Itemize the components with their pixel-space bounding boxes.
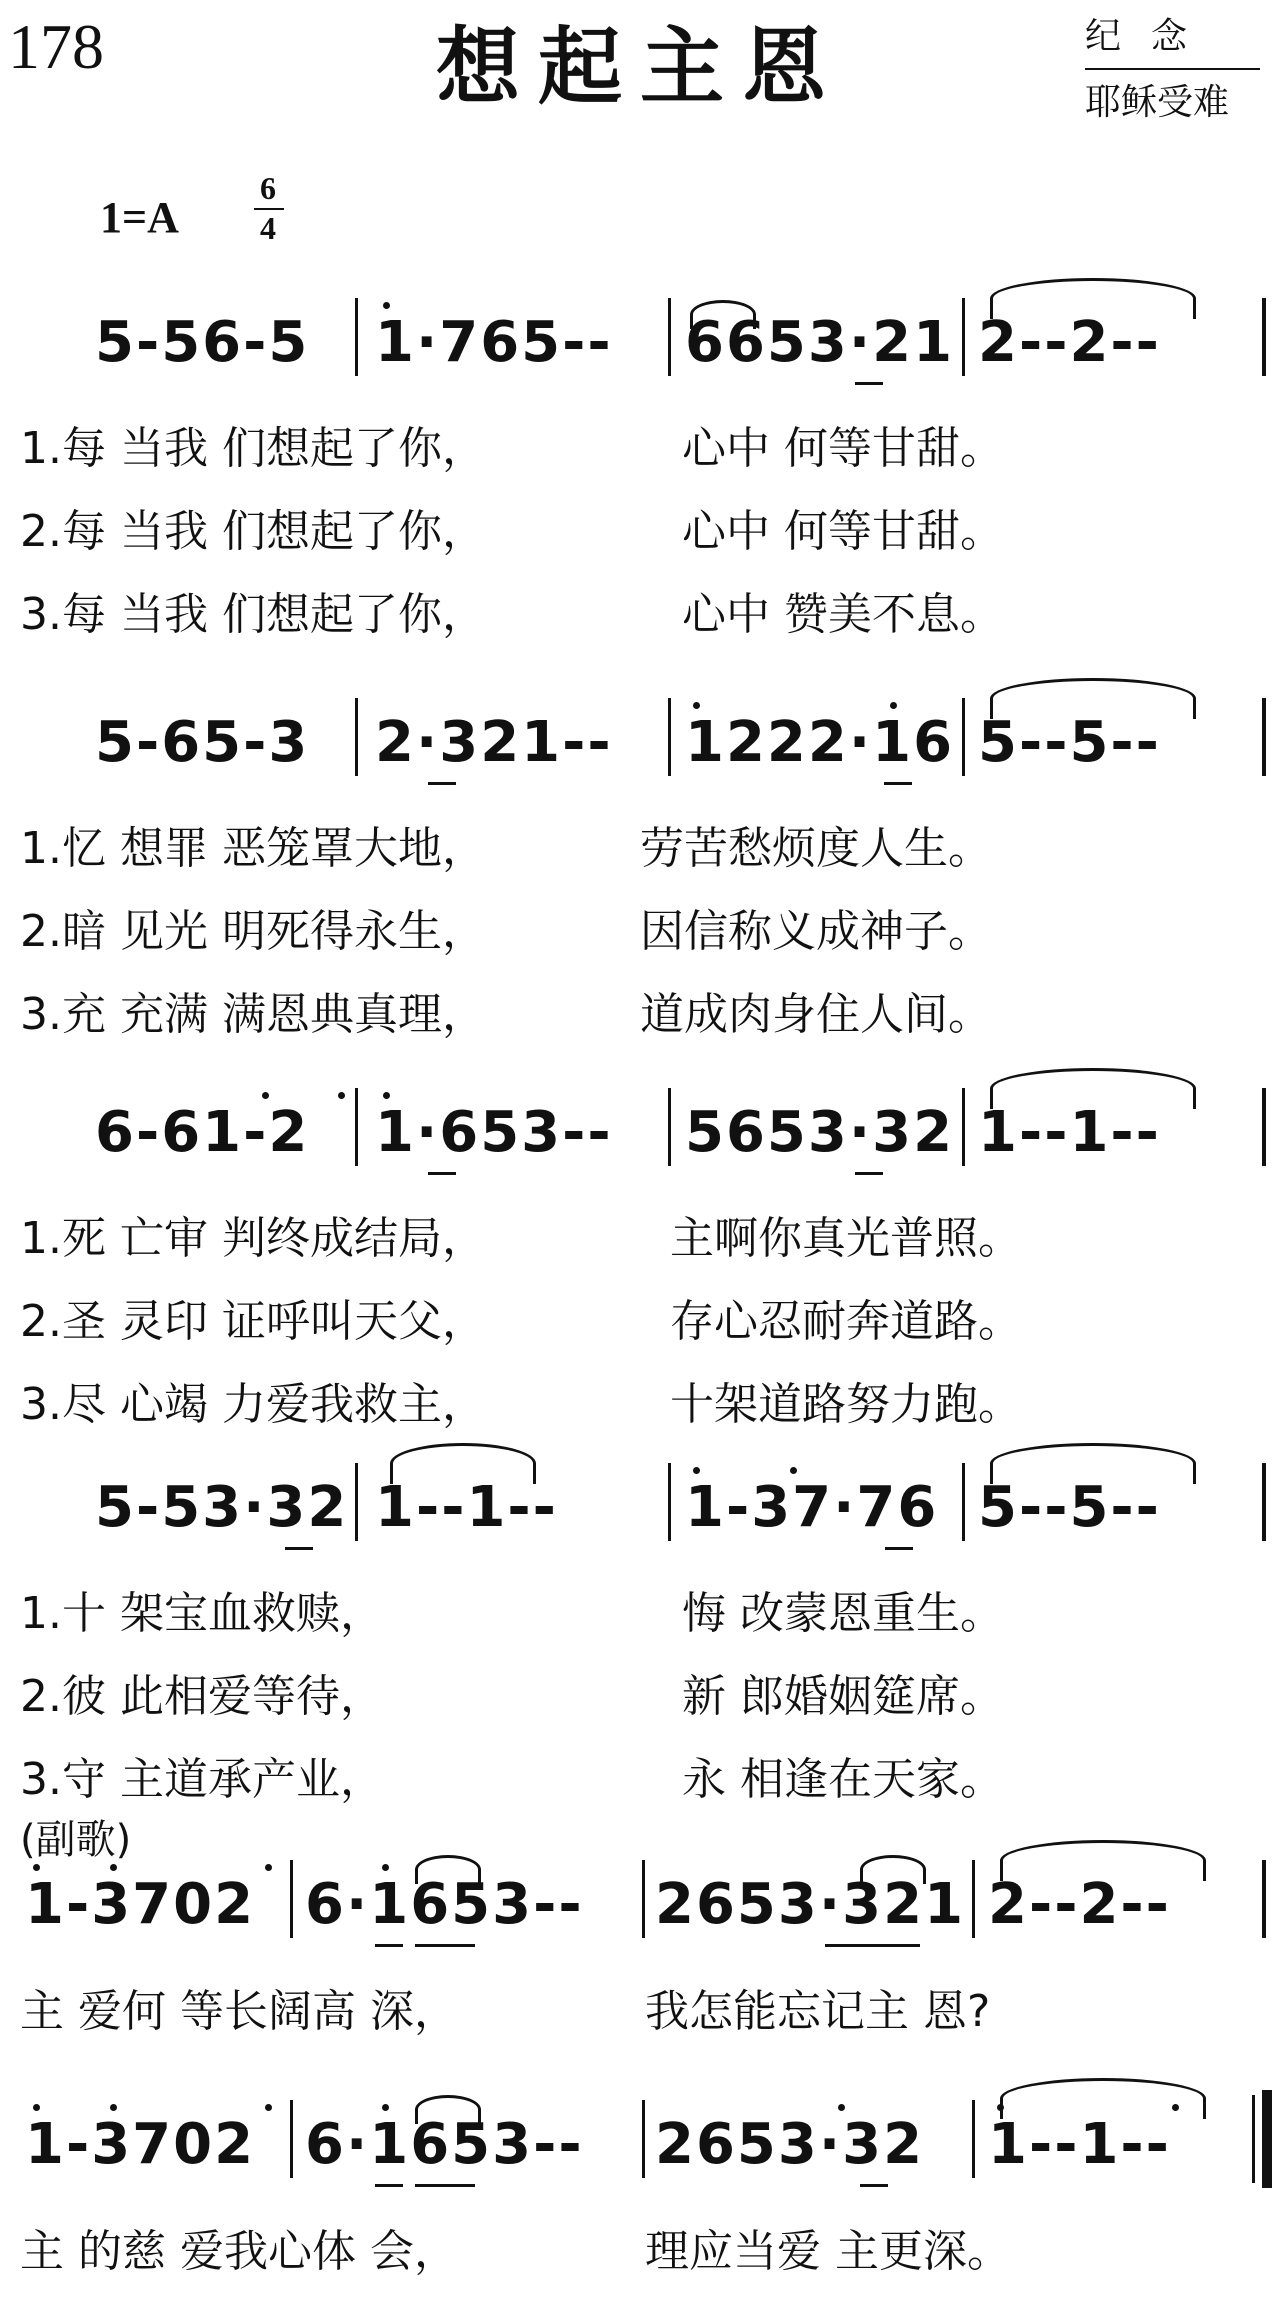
occasion-divider bbox=[1085, 68, 1260, 70]
barline bbox=[962, 698, 965, 776]
barline bbox=[290, 2100, 293, 2178]
lyric-4-1-a: 1.十 架宝血救赎， bbox=[20, 1588, 384, 1639]
high-octave-dot bbox=[33, 2104, 40, 2111]
barline bbox=[1262, 1088, 1266, 1166]
high-octave-dot bbox=[262, 1092, 269, 1099]
high-octave-dot bbox=[110, 1864, 117, 1871]
lyric-3-1-b: 主啊你真光普照。 bbox=[670, 1213, 1022, 1264]
underline bbox=[428, 1172, 456, 1175]
barline bbox=[668, 698, 671, 776]
hymn-number: 178 bbox=[8, 11, 104, 82]
barline bbox=[668, 1088, 671, 1166]
measure-1-4: 2--2-- bbox=[978, 310, 1161, 375]
barline bbox=[1262, 1463, 1266, 1541]
final-barline-thin bbox=[1252, 2095, 1255, 2183]
lyric-1-3-a: 3.每 当我 们想起了你， bbox=[20, 589, 486, 640]
high-octave-dot bbox=[790, 1467, 797, 1474]
measure-2-1: 5-65-3 bbox=[95, 710, 310, 775]
high-octave-dot bbox=[338, 1092, 345, 1099]
high-octave-dot bbox=[383, 302, 390, 309]
occasion-line1: 纪念 bbox=[1085, 16, 1218, 57]
refrain-lyric-2-a: 主 的慈 爱我心体 会， bbox=[20, 2226, 458, 2277]
tie bbox=[390, 1443, 536, 1484]
measure-1-1: 5-56-5 bbox=[95, 310, 310, 375]
final-barline-thick bbox=[1262, 2090, 1272, 2188]
high-octave-dot bbox=[265, 2104, 272, 2111]
barline bbox=[668, 1463, 671, 1541]
lyric-3-3-b: 十架道路努力跑。 bbox=[670, 1379, 1022, 1430]
lyric-2-1-a: 1.忆 想罪 恶笼罩大地， bbox=[20, 823, 486, 874]
underline bbox=[375, 1944, 403, 1947]
slur bbox=[860, 1855, 926, 1884]
lyric-3-2-a: 2.圣 灵印 证呼叫天父， bbox=[20, 1296, 486, 1347]
barline bbox=[290, 1860, 293, 1938]
measure-2-2: 2·321-- bbox=[375, 710, 613, 775]
lyric-4-3-b: 永 相逢在天家。 bbox=[682, 1754, 1004, 1805]
slur bbox=[415, 2095, 481, 2124]
high-octave-dot bbox=[33, 1864, 40, 1871]
high-octave-dot bbox=[382, 1864, 389, 1871]
refrain-measure-2-4: 1--1-- bbox=[988, 2112, 1171, 2177]
tie bbox=[990, 1068, 1196, 1109]
barline bbox=[1262, 1860, 1266, 1938]
barline bbox=[642, 1860, 645, 1938]
underline bbox=[375, 2184, 403, 2187]
measure-1-2: 1·765-- bbox=[375, 310, 613, 375]
underline bbox=[428, 782, 456, 785]
lyric-3-2-b: 存心忍耐奔道路。 bbox=[670, 1296, 1022, 1347]
underline bbox=[855, 382, 883, 385]
barline bbox=[355, 1463, 358, 1541]
slur bbox=[415, 1855, 481, 1884]
refrain-measure-2-2: 6·1653-- bbox=[305, 2112, 584, 2177]
lyric-1-3-b: 心中 赞美不息。 bbox=[682, 589, 1004, 640]
refrain-measure-2-3: 2653·32 bbox=[655, 2112, 925, 2177]
barline bbox=[962, 1463, 965, 1541]
barline bbox=[642, 2100, 645, 2178]
high-octave-dot bbox=[383, 1092, 390, 1099]
lyric-4-2-b: 新 郎婚姻筵席。 bbox=[682, 1671, 1004, 1722]
tie bbox=[1000, 1840, 1206, 1881]
measure-3-4: 1--1-- bbox=[978, 1100, 1161, 1165]
underline bbox=[825, 1944, 920, 1947]
underline bbox=[885, 1547, 913, 1550]
lyric-2-3-a: 3.充 充满 满恩典真理， bbox=[20, 989, 486, 1040]
high-octave-dot bbox=[693, 1467, 700, 1474]
underline bbox=[884, 782, 912, 785]
lyric-1-2-a: 2.每 当我 们想起了你， bbox=[20, 506, 486, 557]
barline bbox=[355, 698, 358, 776]
measure-4-2: 1--1-- bbox=[375, 1475, 558, 1540]
lyric-3-3-a: 3.尽 心竭 力爱我救主， bbox=[20, 1379, 486, 1430]
time-signature-top: 6 bbox=[260, 170, 276, 206]
tie bbox=[990, 1443, 1196, 1484]
measure-1-3: 6653·21 bbox=[685, 310, 955, 375]
barline bbox=[962, 298, 965, 376]
underline bbox=[860, 2184, 888, 2187]
refrain-measure-1-2: 6·1653-- bbox=[305, 1872, 584, 1937]
refrain-measure-1-4: 2--2-- bbox=[988, 1872, 1171, 1937]
lyric-2-2-a: 2.暗 见光 明死得永生， bbox=[20, 906, 486, 957]
barline bbox=[355, 1088, 358, 1166]
measure-3-3: 5653·32 bbox=[685, 1100, 955, 1165]
tie bbox=[1000, 2078, 1206, 2119]
barline bbox=[355, 298, 358, 376]
slur bbox=[690, 300, 756, 329]
refrain-lyric-2-b: 理应当爱 主更深。 bbox=[645, 2226, 1011, 2277]
measure-2-3: 1222·16 bbox=[685, 710, 955, 775]
lyric-1-1-a: 1.每 当我 们想起了你， bbox=[20, 423, 486, 474]
barline bbox=[668, 298, 671, 376]
underline bbox=[415, 1944, 475, 1947]
page-title: 想起主恩 bbox=[435, 18, 844, 116]
lyric-2-2-b: 因信称义成神子。 bbox=[640, 906, 992, 957]
barline bbox=[1262, 298, 1266, 376]
lyric-2-1-b: 劳苦愁烦度人生。 bbox=[640, 823, 992, 874]
lyric-1-1-b: 心中 何等甘甜。 bbox=[682, 423, 1004, 474]
high-octave-dot bbox=[265, 1864, 272, 1871]
refrain-measure-1-3: 2653·321 bbox=[655, 1872, 966, 1937]
refrain-lyric-1-a: 主 爱何 等长阔高 深， bbox=[20, 1986, 458, 2037]
tie bbox=[990, 678, 1196, 719]
refrain-label: (副歌) bbox=[20, 1817, 132, 1863]
lyric-3-1-a: 1.死 亡审 判终成结局， bbox=[20, 1213, 486, 1264]
measure-4-1: 5-53·32 bbox=[95, 1475, 349, 1540]
barline bbox=[1262, 698, 1266, 776]
refrain-measure-1-1: 1-3702 bbox=[25, 1872, 256, 1937]
tie bbox=[990, 278, 1196, 319]
time-signature-bottom: 4 bbox=[260, 210, 276, 246]
lyric-4-2-a: 2.彼 此相爱等待， bbox=[20, 1671, 384, 1722]
occasion-line2: 耶稣受难 bbox=[1085, 82, 1230, 123]
measure-3-1: 6-61-2 bbox=[95, 1100, 310, 1165]
refrain-measure-2-1: 1-3702 bbox=[25, 2112, 256, 2177]
barline bbox=[972, 2100, 975, 2178]
lyric-1-2-b: 心中 何等甘甜。 bbox=[682, 506, 1004, 557]
lyric-4-3-a: 3.守 主道承产业， bbox=[20, 1754, 384, 1805]
measure-2-4: 5--5-- bbox=[978, 710, 1161, 775]
measure-3-2: 1·653-- bbox=[375, 1100, 613, 1165]
barline bbox=[972, 1860, 975, 1938]
high-octave-dot bbox=[693, 702, 700, 709]
high-octave-dot bbox=[110, 2104, 117, 2111]
high-octave-dot bbox=[838, 2104, 845, 2111]
high-octave-dot bbox=[890, 702, 897, 709]
high-octave-dot bbox=[382, 2104, 389, 2111]
key-signature: 1=A bbox=[100, 193, 179, 242]
underline bbox=[415, 2184, 475, 2187]
refrain-lyric-1-b: 我怎能忘记主 恩? bbox=[645, 1986, 991, 2037]
lyric-4-1-b: 悔 改蒙恩重生。 bbox=[682, 1588, 1004, 1639]
measure-4-4: 5--5-- bbox=[978, 1475, 1161, 1540]
lyric-2-3-b: 道成肉身住人间。 bbox=[640, 989, 992, 1040]
measure-4-3: 1-37·76 bbox=[685, 1475, 939, 1540]
underline bbox=[285, 1547, 313, 1550]
underline bbox=[855, 1172, 883, 1175]
barline bbox=[962, 1088, 965, 1166]
